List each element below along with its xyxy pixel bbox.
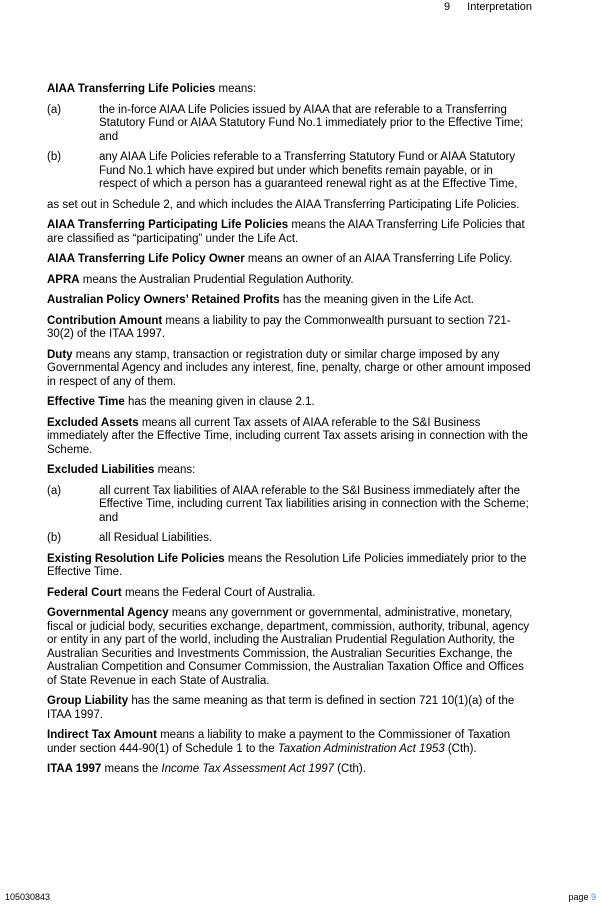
defined-term: Duty [47,348,73,361]
definitions-body [47,83,533,784]
defined-term: Indirect Tax Amount [47,729,157,741]
definition-text: means any stamp, transaction or registration duty or similar charge imposed by any Governmental Agency and includes any interest, fine, penalty, charge or other amount imposed in respect of any of them. [47,348,531,388]
definition-text: means a liability to make a payment to the Commissioner of Taxation under section 444-90(1) of Schedule 1 to the [47,729,511,755]
definition-text-suffix: (Cth). [444,742,477,755]
definition-text: means all current Tax assets of AIAA referable to the S&I Business immediately after the Effective Time, including current Tax assets arising in connection with the Scheme. [47,416,528,456]
list-item [47,104,533,145]
definition-text-suffix: (Cth). [334,763,366,775]
definition [47,695,533,722]
definition [47,553,533,580]
definition-text: as set out in Schedule 2, and which includes the AIAA Transferring Participating Life Policies. [47,198,520,211]
list-item [47,532,533,546]
definition-text: means: [215,83,257,95]
definition-text: means the Resolution Life Policies immediately prior to the Effective Time. [47,552,527,578]
defined-term: Group Liability [47,695,129,707]
act-title: Income Tax Assessment Act 1997 [161,763,335,775]
definition [47,729,533,756]
section-number: 9 [443,1,451,13]
definition-text: means a liability to pay the Commonwealth pursuant to section 721-30(2) of the ITAA 1997. [47,314,511,340]
list-item-label: (b) [47,532,62,544]
definition-text: means any government or governmental, administrative, monetary, fiscal or judicial body, securities exchange, department, commission, authority, tribunal, agency or entity in any part of the world, including the Australian Prudential Regulation Authority, the Australian Securities and Investments Commission, the Australian Securities Exchange, the Australian Competition and Consumer Commission, the Australian Taxation Office and Offices of State Revenue in each State of Australia. [47,607,530,687]
definition [47,417,533,458]
running-header [444,1,532,13]
defined-term: Existing Resolution Life Policies [47,552,225,565]
defined-term: APRA [47,273,80,286]
list-item-label: (b) [47,151,62,163]
definition-text: has the meaning given in clause 2.1. [124,396,315,408]
document-id: 105030843 [5,892,51,902]
definition [47,607,533,688]
act-title: Taxation Administration Act 1953 [277,742,445,755]
list-item-text: all Residual Liabilities. [99,532,213,544]
defined-term: Governmental Agency [47,607,169,619]
definition [47,199,533,213]
defined-term: Excluded Assets [47,416,139,429]
section-title: Interpretation [467,1,532,13]
definition-text: means the Australian Prudential Regulation Authority. [79,273,354,286]
definition [47,587,533,601]
defined-term: Australian Policy Owners’ Retained Profits [47,294,280,306]
definition [47,83,533,97]
defined-term: Excluded Liabilities [47,464,155,476]
list-item-label: (a) [47,103,62,116]
defined-term: AIAA Transferring Life Policy Owner [47,253,245,265]
definition-text: has the meaning given in the Life Act. [279,294,474,306]
definition-text: means the [101,763,162,775]
definition-text: means: [154,464,196,476]
page-number: 9 [590,892,596,902]
definition [47,396,533,410]
definition [47,464,533,478]
defined-term: Effective Time [47,396,125,408]
definition [47,219,533,246]
defined-term: Federal Court [47,586,122,599]
list-item-text: any AIAA Life Policies referable to a Transferring Statutory Fund or AIAA Statutory Fund No.1 which have expired but under which benefits remain payable, or in respect of which a person has a guaranteed renewal right as at the Effective Time, [99,151,518,190]
list-item-text: the in-force AIAA Life Policies issued by AIAA that are referable to a Transferring Statutory Fund or AIAA Statutory Fund No.1 immediately prior to the Effective Time; and [99,103,524,143]
list-item-text: all current Tax liabilities of AIAA referable to the S&I Business immediately after the Effective Time, including current Tax liabilities arising in connection with the Scheme; and [99,484,529,524]
page-label: page [568,892,589,902]
definition-text: means an owner of an AIAA Transferring Life Policy. [244,253,513,265]
page-footer [568,892,596,902]
definition-text: means the AIAA Transferring Life Policies that are classified as “participating” under the Life Act. [47,219,525,245]
definition [47,274,533,288]
definition [47,315,533,342]
list-item-label: (a) [47,484,62,497]
defined-term: ITAA 1997 [47,763,102,775]
definition [47,349,533,390]
list-item [47,151,533,192]
definition [47,763,533,777]
definition-text: has the same meaning as that term is defined in section 721 10(1)(a) of the ITAA 1997. [47,695,515,721]
defined-term: AIAA Transferring Life Policies [47,83,216,95]
definition-text: means the Federal Court of Australia. [121,586,316,599]
definition [47,253,533,267]
list-item [47,485,533,526]
defined-term: AIAA Transferring Participating Life Policies [47,219,289,231]
defined-term: Contribution Amount [47,314,163,327]
definition [47,294,533,308]
